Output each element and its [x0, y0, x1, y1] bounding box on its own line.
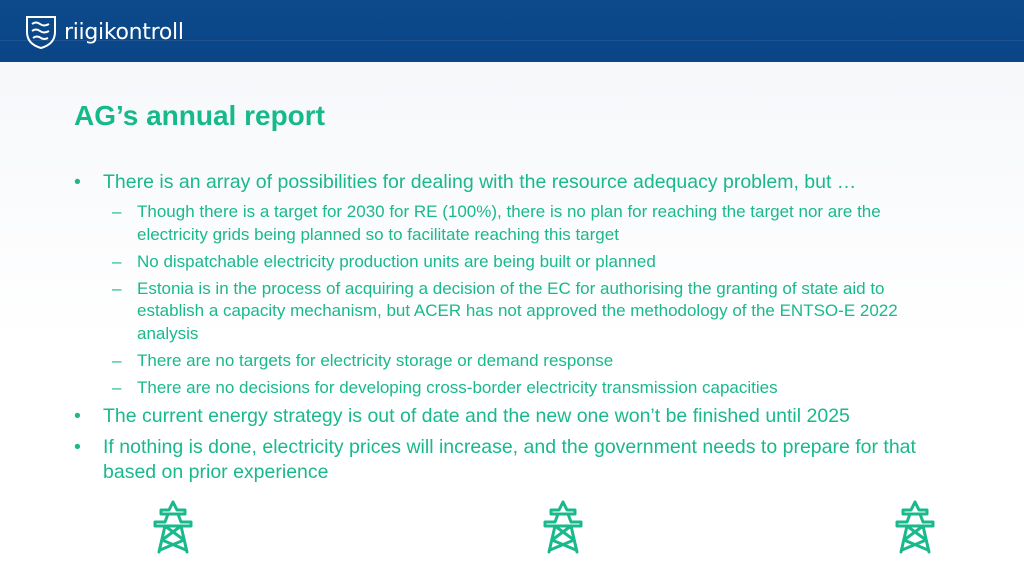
- logo-text: riigikontroll: [64, 19, 184, 45]
- sub-bullet-mark: –: [112, 377, 122, 397]
- sub-bullet-mark: –: [112, 251, 122, 271]
- bullet-item: [74, 170, 954, 195]
- sub-bullet-item: [74, 278, 954, 346]
- bullet-item: [74, 435, 954, 485]
- bullet-text: The current energy strategy is out of date and the new one won’t be finished until 2025: [103, 404, 850, 427]
- sub-bullet-mark: –: [112, 202, 122, 221]
- sub-bullet-item: [74, 251, 954, 274]
- bullet-mark: •: [74, 404, 81, 427]
- sub-bullet-item: [74, 377, 954, 400]
- sub-bullet-item: [74, 350, 954, 373]
- slide-content: [74, 170, 954, 491]
- power-tower-icon: [543, 500, 583, 554]
- sub-bullet-mark: –: [112, 278, 122, 298]
- logo: [24, 14, 184, 50]
- coat-of-arms-icon: [24, 14, 58, 50]
- power-tower-icon: [895, 500, 935, 554]
- bullet-mark: •: [74, 171, 81, 193]
- sub-bullet-text: There are no decisions for developing cross-border electricity transmission capacities: [137, 377, 778, 397]
- sub-bullet-item: [74, 201, 954, 246]
- bullet-text: If nothing is done, electricity prices will increase, and the government needs to prepare for that based on prior experience: [103, 435, 916, 483]
- bullet-text: There is an array of possibilities for dealing with the resource adequacy problem, but …: [103, 171, 857, 193]
- sub-bullet-mark: –: [112, 350, 122, 370]
- sub-bullet-text: There are no targets for electricity storage or demand response: [137, 350, 614, 370]
- bullet-mark: •: [74, 435, 81, 458]
- sub-bullet-text: Estonia is in the process of acquiring a decision of the EC for authorising the granting of state aid to establish a capacity mechanism, but ACER has not approved the methodology of the ENTSO-E 2022 analysis: [137, 278, 898, 343]
- power-tower-icon: [153, 500, 193, 554]
- slide-title: AG’s annual report: [74, 100, 326, 131]
- bullet-item: [74, 404, 954, 429]
- sub-bullet-text: Though there is a target for 2030 for RE (100%), there is no plan for reaching the target nor are the electricity grids being planned so to facilitate reaching this target: [137, 202, 881, 244]
- header-bar: [0, 0, 1024, 62]
- sub-bullet-text: No dispatchable electricity production units are being built or planned: [137, 251, 656, 271]
